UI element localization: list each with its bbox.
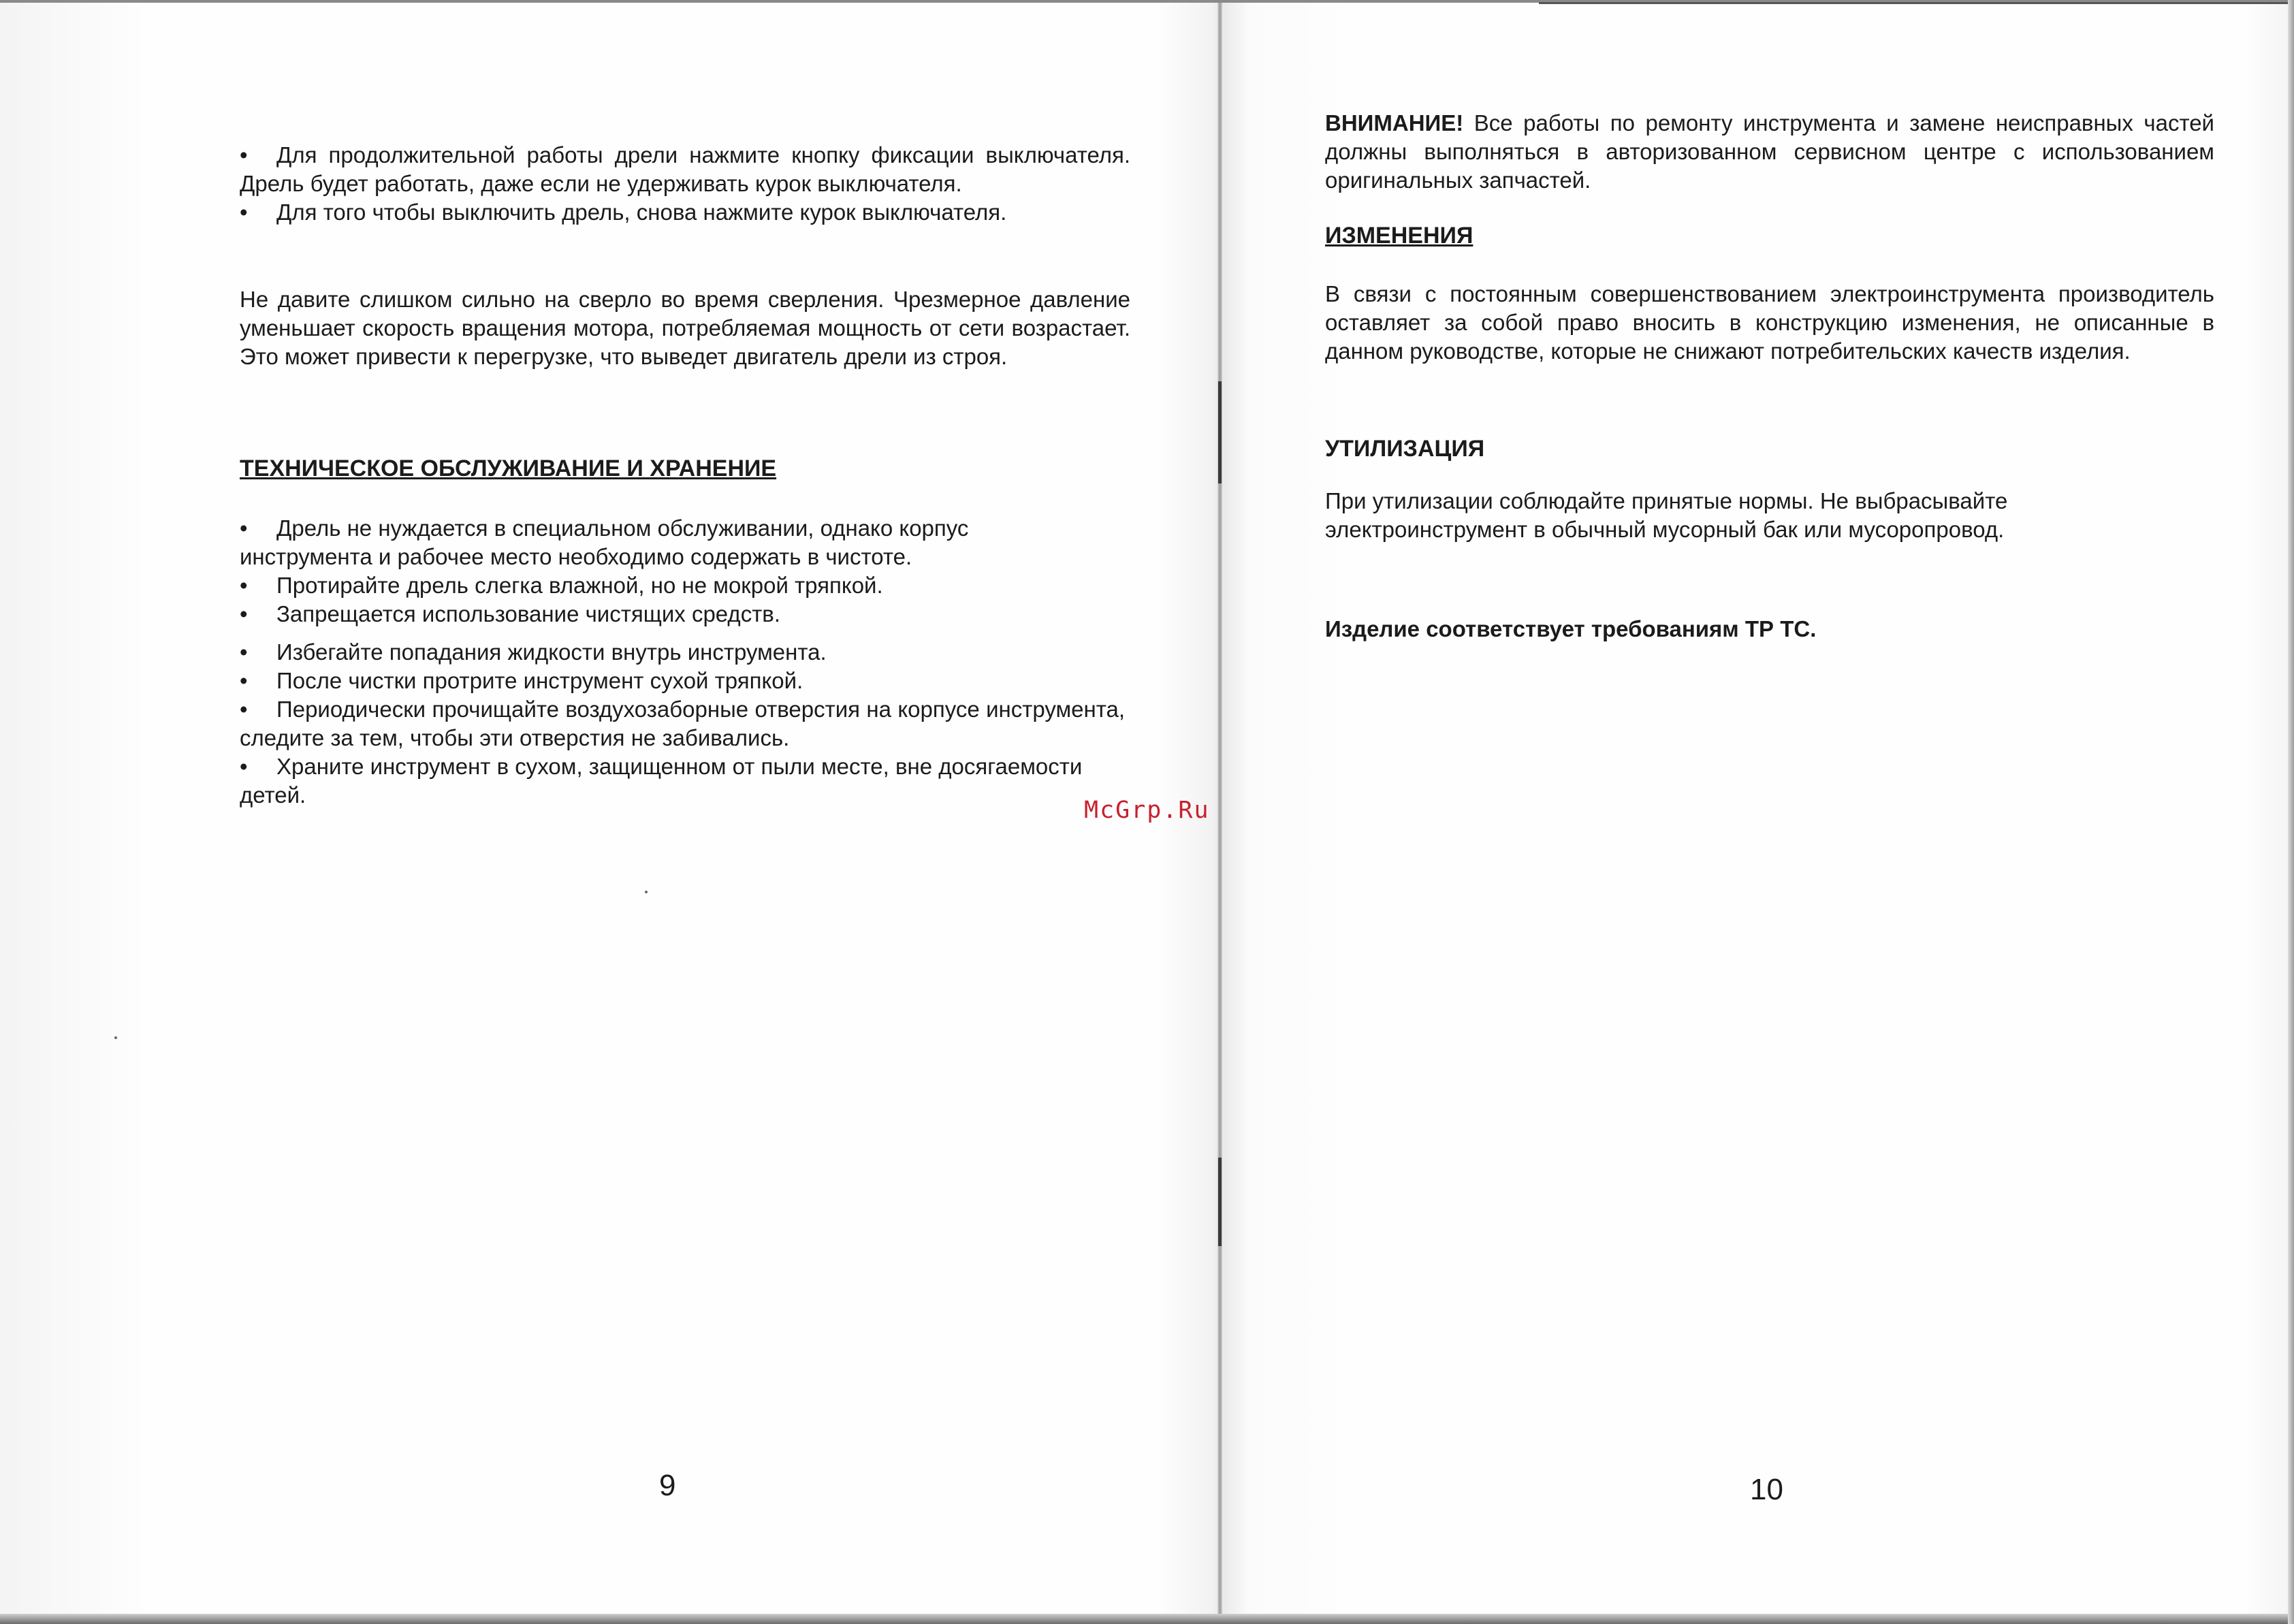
- bullet-icon: •: [240, 573, 248, 598]
- bullet-icon: •: [240, 639, 248, 665]
- disposal-heading: УТИЛИЗАЦИЯ: [1325, 436, 1485, 462]
- page-number-left: 9: [659, 1469, 676, 1502]
- bullet-icon: •: [240, 601, 248, 626]
- gutter-shadow: [1218, 1158, 1222, 1246]
- operation-bullets: [240, 141, 1130, 227]
- list-item: • Храните инструмент в сухом, защищенном от пыли месте, вне досягаемости детей.: [240, 754, 1083, 808]
- pressure-warning-paragraph: Не давите слишком сильно на сверло во время сверления. Чрезмерное давление уменьшает скорость вращения мотора, потребляемая мощность от сети возрастает. Это может привести к перегрузке, что выведет двигатель дрели из строя.: [240, 287, 1130, 369]
- scan-speck: [114, 1036, 117, 1039]
- page-gutter: [1217, 0, 1222, 1624]
- changes-paragraph: В связи с постоянным совершенствованием электроинструмента производитель оставляет за собой право вносить в конструкцию изменения, не описанные в данном руководстве, которые не снижают потребительских качеств изделия.: [1325, 281, 2214, 364]
- list-item: • Избегайте попадания жидкости внутрь инструмента.: [240, 638, 1125, 667]
- bullet-icon: •: [240, 668, 248, 693]
- attention-paragraph: [1325, 109, 2214, 195]
- watermark-link[interactable]: McGrp.Ru: [1084, 797, 1210, 824]
- compliance-statement: Изделие соответствует требованиям ТР ТС.: [1325, 616, 1817, 641]
- list-item: • Протирайте дрель слегка влажной, но не мокрой тряпкой.: [240, 571, 1125, 600]
- bullet-icon: •: [240, 697, 248, 722]
- bottom-edge: [0, 1614, 2294, 1624]
- bullet-icon: •: [240, 754, 248, 779]
- list-item: • Дрель не нуждается в специальном обслуживании, однако корпус инструмента и рабочее место необходимо содержать в чистоте.: [240, 515, 969, 569]
- list-item: • Для продолжительной работы дрели нажмите кнопку фиксации выключателя. Дрель будет работать, даже если не удерживать курок выключателя.: [240, 142, 1130, 196]
- attention-text: Все работы по ремонту инструмента и замене неисправных частей должны выполняться в авторизованном сервисном центре с использованием оригинальных запчастей.: [1325, 110, 2214, 193]
- bullet-icon: •: [240, 515, 248, 541]
- bullet-icon: •: [240, 200, 248, 225]
- gutter-shadow: [1218, 381, 1222, 483]
- maintenance-heading: ТЕХНИЧЕСКОЕ ОБСЛУЖИВАНИЕ И ХРАНЕНИЕ: [240, 456, 777, 481]
- list-item: • После чистки протрите инструмент сухой тряпкой.: [240, 667, 1125, 695]
- changes-heading: ИЗМЕНЕНИЯ: [1325, 223, 1473, 249]
- bullet-icon: •: [240, 142, 248, 168]
- page-number-right: 10: [1750, 1473, 1783, 1506]
- list-item: • Периодически прочищайте воздухозаборные отверстия на корпусе инструмента, следите за тем, чтобы эти отверстия не забивались.: [240, 697, 1125, 750]
- list-item: • Запрещается использование чистящих средств.: [240, 600, 1125, 628]
- top-edge-shadow: [1539, 2, 2294, 4]
- attention-label: ВНИМАНИЕ!: [1325, 110, 1464, 136]
- scan-speck: [645, 891, 648, 893]
- maintenance-bullets: [240, 514, 1125, 810]
- list-item: • Для того чтобы выключить дрель, снова нажмите курок выключателя.: [240, 198, 1130, 227]
- right-edge: [2288, 0, 2294, 1624]
- disposal-paragraph: При утилизации соблюдайте принятые нормы. Не выбрасывайте электроинструмент в обычный мусорный бак или мусоропровод.: [1325, 488, 2008, 542]
